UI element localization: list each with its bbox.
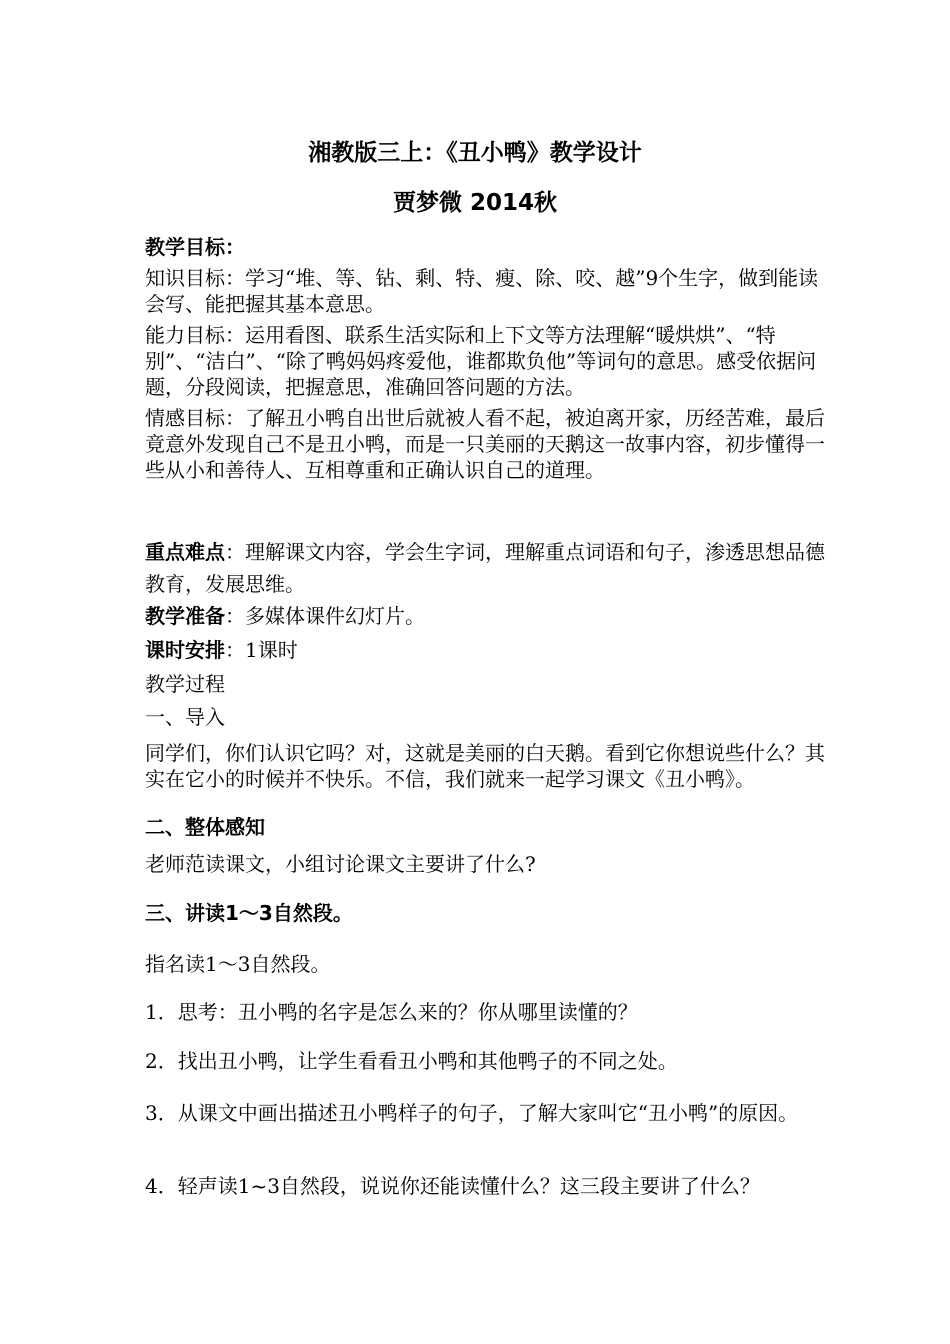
author-line: 贾梦微 2014秋 [392,190,558,216]
knowledge-goal: 知识目标：学习“堆、等、钻、剩、特、瘦、除、咬、越”9个生字，做到能读会写、能把握其基本意思。 [145,266,819,316]
ability-goal: 能力目标：运用看图、联系生活实际和上下文等方法理解“暖烘烘”、“特别”、“洁白”、“除了鸭妈妈疼爱他，谁都欺负他”等词句的意思。感受依据问题，分段阅读，把握意思，准确回答问题的方法。 [145,323,817,399]
schedule-label: 课时安排 [145,638,225,662]
section3-heading: 三、讲读1～3自然段。 [145,901,353,925]
process-heading: 教学过程 [145,672,225,696]
preparation-text: ：多媒体课件幻灯片。 [225,604,425,628]
key-points-text: ：理解课文内容，学会生字词，理解重点词语和句子，渗透思想品德教育，发展思维。 [145,540,825,596]
list-item: 3．从课文中画出描述丑小鸭样子的句子，了解大家叫它“丑小鸭”的原因。 [145,1101,799,1125]
section1-heading: 一、导入 [145,705,225,729]
key-points [145,536,825,600]
section1-text: 同学们，你们认识它吗？对，这就是美丽的白天鹅。看到它你想说些什么？其实在它小的时候并不快乐。不信，我们就来一起学习课文《丑小鸭》。 [145,741,825,791]
emotion-goal: 情感目标：了解丑小鸭自出世后就被人看不起，被迫离开家，历经苦难，最后竟意外发现自己不是丑小鸭，而是一只美丽的天鹅这一故事内容，初步懂得一些从小和善待人、互相尊重和正确认识自己的道理。 [145,406,825,482]
document-title: 湘教版三上：《丑小鸭》教学设计 [308,140,642,166]
section2-heading: 二、整体感知 [145,815,265,839]
list-item: 2．找出丑小鸭，让学生看看丑小鸭和其他鸭子的不同之处。 [145,1049,678,1073]
list-item: 1．思考：丑小鸭的名字是怎么来的？你从哪里读懂的？ [145,1000,638,1024]
schedule-text: ：1课时 [225,638,298,662]
preparation-label: 教学准备 [145,604,225,628]
schedule [145,637,825,663]
section3-intro: 指名读1～3自然段。 [145,952,331,976]
list-item: 4．轻声读1~3自然段，说说你还能读懂什么？这三段主要讲了什么？ [145,1174,760,1198]
key-points-label: 重点难点 [145,540,225,564]
goals-heading: 教学目标： [145,235,245,259]
preparation [145,603,825,629]
section2-text: 老师范读课文，小组讨论课文主要讲了什么? [145,852,536,876]
